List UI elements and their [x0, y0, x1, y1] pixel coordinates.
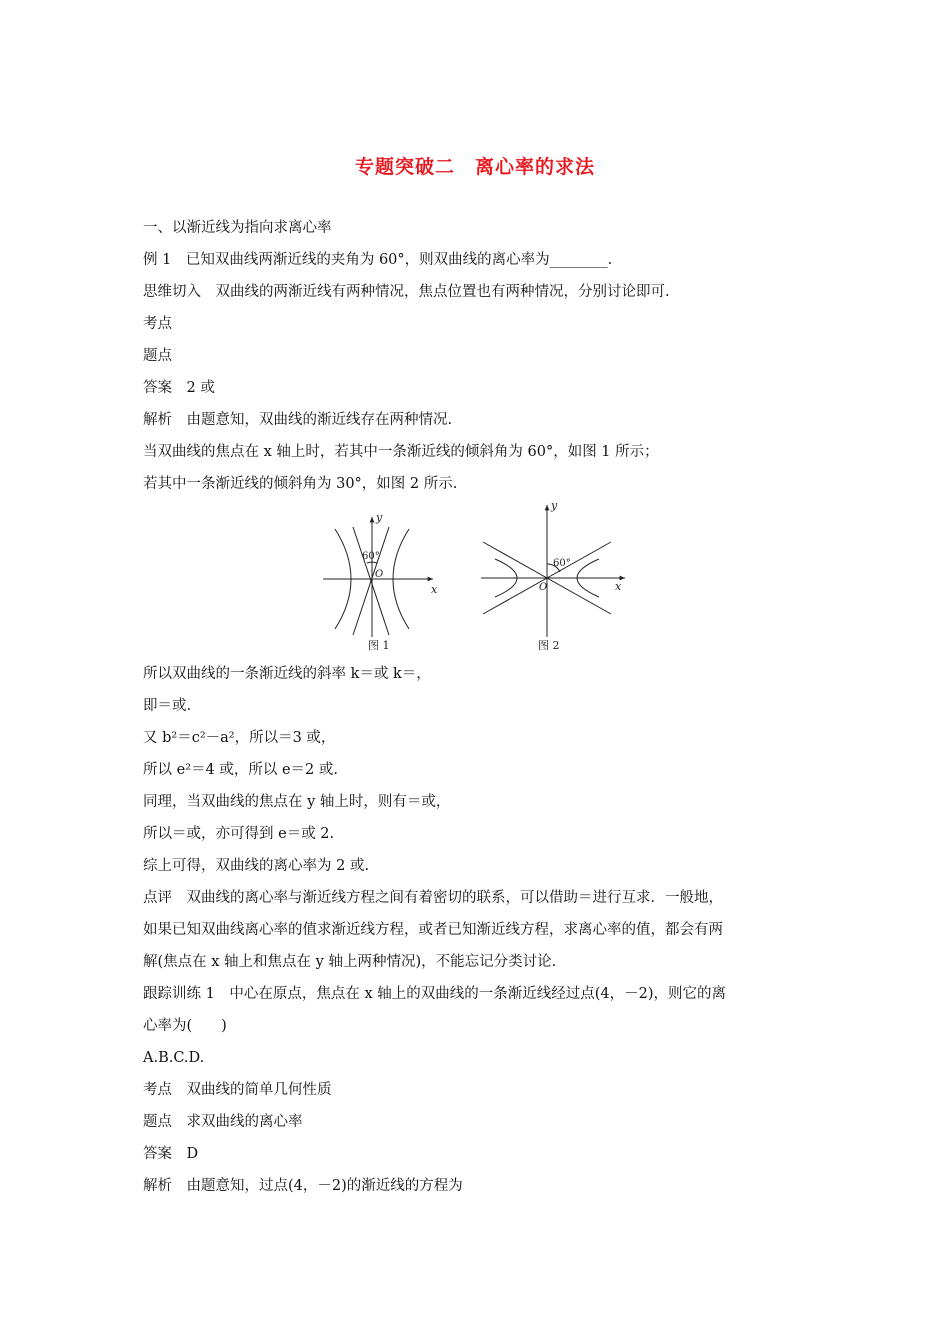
- hyperbola-figures: [315, 497, 635, 657]
- figure-2-angle-label: 60°: [553, 558, 571, 569]
- figure-2-origin-label: O: [539, 582, 548, 593]
- figure-1-caption: 图 1: [368, 639, 390, 652]
- figure-1-y-label: y: [376, 511, 383, 524]
- analysis: 解析 由题意知，过点(4，－2)的渐近线的方程为: [143, 1178, 463, 1194]
- thinking-entry: 思维切入 双曲线的两渐近线有两种情况，焦点位置也有两种情况，分别讨论即可.: [143, 284, 670, 300]
- practice-1: 跟踪训练 1 中心在原点，焦点在 x 轴上的双曲线的一条渐近线经过点(4，－2)，则它的离: [143, 986, 726, 1002]
- conclusion: 综上可得，双曲线的离心率为 2 或.: [143, 858, 370, 874]
- test-point: 考点: [143, 316, 172, 332]
- practice-1-line: 心率为( ): [143, 1018, 227, 1034]
- analysis-line: 又 b²＝c²－a²，所以＝3 或，: [143, 730, 336, 746]
- comment: 点评 双曲线的离心率与渐近线方程之间有着密切的联系，可以借助＝进行互求．一般地，: [143, 890, 723, 906]
- question-point: 题点 求双曲线的离心率: [143, 1114, 303, 1130]
- example-1: 例 1 已知双曲线两渐近线的夹角为 60°，则双曲线的离心率为________.: [143, 252, 613, 268]
- analysis-line: 所以 e²＝4 或，所以 e＝2 或.: [143, 762, 338, 778]
- analysis-line: 所以＝或，亦可得到 e＝或 2.: [143, 826, 335, 842]
- question-point: 题点: [143, 348, 172, 364]
- figure-1-origin-label: O: [375, 569, 384, 580]
- page-title: 专题突破二 离心率的求法: [354, 156, 595, 178]
- analysis-line: 同理，当双曲线的焦点在 y 轴上时，则有＝或，: [143, 794, 451, 810]
- figure-2-y-label: y: [551, 499, 558, 512]
- answer: 答案 2 或: [143, 380, 215, 396]
- comment-line: 如果已知双曲线离心率的值求渐近线方程，或者已知渐近线方程，求离心率的值，都会有两: [143, 922, 723, 938]
- analysis: 解析 由题意知，双曲线的渐近线存在两种情况.: [143, 412, 453, 428]
- figure-1-x-label: x: [431, 583, 438, 596]
- section-heading: 一、以渐近线为指向求离心率: [143, 220, 332, 236]
- figure-1-angle-label: 60°: [362, 551, 380, 562]
- figure-2-caption: 图 2: [538, 639, 560, 652]
- options: A.B.C.D.: [143, 1050, 205, 1066]
- analysis-line: 当双曲线的焦点在 x 轴上时，若其中一条渐近线的倾斜角为 60°，如图 1 所示；: [143, 444, 659, 460]
- test-point: 考点 双曲线的简单几何性质: [143, 1082, 332, 1098]
- answer: 答案 D: [143, 1146, 199, 1162]
- analysis-line: 若其中一条渐近线的倾斜角为 30°，如图 2 所示.: [143, 476, 458, 492]
- analysis-line: 所以双曲线的一条渐近线的斜率 k＝或 k＝，: [143, 666, 431, 682]
- figure-2: [481, 505, 625, 637]
- comment-line: 解(焦点在 x 轴上和焦点在 y 轴上两种情况)，不能忘记分类讨论.: [143, 954, 557, 970]
- analysis-line: 即＝或.: [143, 698, 192, 714]
- figure-2-x-label: x: [615, 580, 622, 593]
